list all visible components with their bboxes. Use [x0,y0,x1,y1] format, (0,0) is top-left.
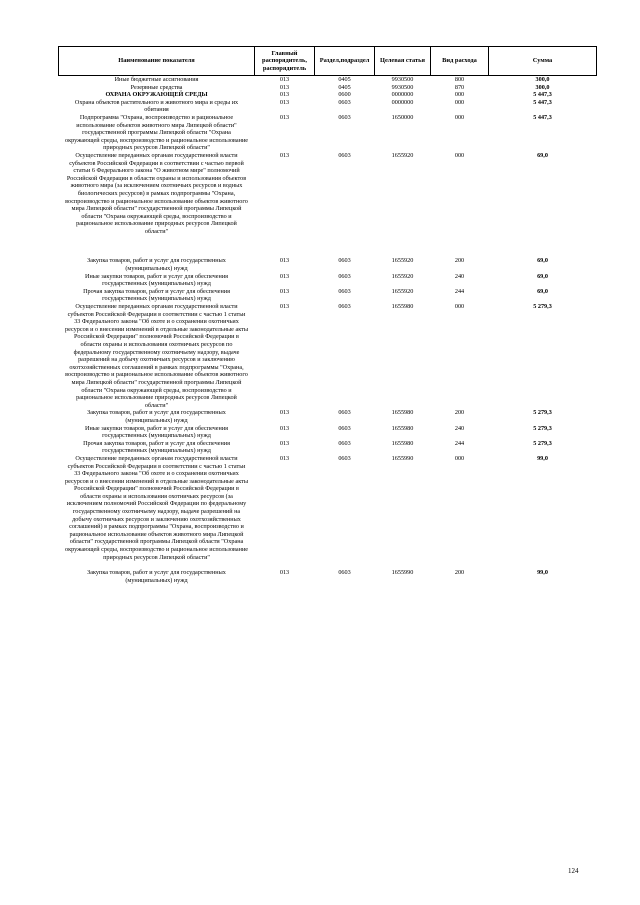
row-section: 0603 [338,303,351,311]
row-section: 0603 [338,151,351,159]
row-admin: 013 [279,257,290,265]
table-row [59,91,597,99]
row-amount: 99,0 [537,454,548,462]
row-name: Осуществление переданных органам государственной власти субъектов Российской Федерации в соответствии с частью 1 статьи 33 Федерального закона "Об охоте и о сохранении охотничьих ресурсов и о внесении изменений в отдельные законодательные акты Российской Федерации" полномочий Российской Федерации в области охраны и использования охотничьих ресурсов по федеральному государственному охотничьему надзору, выдаче разрешений на добычу охотничьих ресурсов и заключению охотхозяйственных соглашений в рамках подпрограммы "Охрана, воспроизводство и рациональное использование объектов животного мира Липецкой области" государственной программы Липецкой области "Охрана окружающей среды, воспроизводство и рациональное использование природных ресурсов Липецкой области" [65,303,248,409]
row-name: Закупка товаров, работ и услуг для государственных (муниципальных) нужд [87,257,226,273]
row-article: 1655990 [391,454,414,462]
row-type: 000 [454,303,465,311]
table-row [59,569,597,584]
row-name: Прочая закупка товаров, работ и услуг для обеспечения государственных (муниципальных) нужд [83,287,230,303]
row-admin: 013 [279,113,290,121]
row-section: 0603 [338,287,351,295]
row-name: Резервные средства [130,83,183,91]
row-article: 0000000 [391,91,414,99]
row-section: 0603 [338,98,351,106]
row-section: 0603 [338,257,351,265]
table-row [59,455,597,569]
row-type: 000 [454,98,465,106]
row-admin: 013 [279,409,290,417]
row-section: 0600 [338,91,351,99]
row-section: 0603 [338,439,351,447]
row-amount: 300,0 [535,83,550,91]
budget-table-sheet [58,46,596,584]
row-admin: 013 [279,439,290,447]
row-article: 9930500 [391,76,414,83]
row-type: 000 [454,454,465,462]
row-admin: 013 [279,424,290,432]
row-section: 0603 [338,409,351,417]
header-amount: Сумма [489,47,597,76]
row-admin: 013 [279,287,290,295]
row-article: 1655980 [391,439,414,447]
row-name: Иные бюджетные ассигнования [114,76,199,83]
header-admin: Главный распорядитель, распорядитель [255,47,315,76]
row-amount: 99,0 [537,569,548,577]
row-amount: 300,0 [535,76,550,83]
row-amount: 5 447,3 [533,113,552,121]
row-name: Осуществление переданных органам государственной власти субъектов Российской Федерации в соответствии с частью первой статьи 6 Федерального закона "О животном мире" полномочий Российской Федерации в области охраны и использования объектов животного мира (за исключением охотничьих ресурсов и водных биологических ресурсов) в рамках подпрограммы "Охрана, воспроизводство и рациональное использование объектов животного мира Липецкой области" государственной программы Липецкой области "Охрана окружающей среды, воспроизводство и рациональное использование природных ресурсов Липецкой области" [65,151,248,235]
table-row [59,114,597,152]
table-row [59,288,597,303]
row-admin: 013 [279,76,290,83]
row-type: 870 [454,83,465,91]
table-row [59,152,597,258]
header-name: Наименование показателя [59,47,255,76]
budget-table [58,46,597,584]
page-number: 124 [568,867,579,875]
header-article: Целевая статья [375,47,431,76]
row-name: Закупка товаров, работ и услуг для государственных (муниципальных) нужд [87,409,226,424]
row-name: Иные закупки товаров, работ и услуг для обеспечения государственных (муниципальных) нужд [85,272,228,288]
row-admin: 013 [279,83,290,91]
row-name: Подпрограмма "Охрана, воспроизводство и рациональное использование объектов животного мира Липецкой области" государственной программы Липецкой области "Охрана окружающей среды, воспроизводство и рациональное использование природных ресурсов Липецкой области" [64,113,249,152]
row-admin: 013 [279,454,290,462]
table-row [59,440,597,455]
row-section: 0603 [338,454,351,462]
row-amount: 5 279,3 [533,424,552,432]
row-type: 200 [454,257,465,265]
row-admin: 013 [279,91,290,99]
table-row [59,99,597,114]
row-name: Охрана объектов растительного и животного мира и среды их обитания [74,98,239,114]
row-amount: 5 279,3 [533,409,552,417]
row-type: 240 [454,272,465,280]
table-row [59,76,597,84]
table-row [59,257,597,272]
row-article: 1655990 [391,569,414,577]
table-row [59,303,597,409]
row-article: 1655920 [391,272,414,280]
row-type: 244 [454,439,465,447]
table-header-row [59,47,597,76]
row-type: 200 [454,409,465,417]
row-article: 1655920 [391,287,414,295]
header-expense-type: Вид расхода [431,47,489,76]
row-amount: 5 279,3 [533,439,552,447]
row-article: 1650000 [391,113,414,121]
row-section: 0603 [338,113,351,121]
row-admin: 013 [279,569,290,577]
row-amount: 5 447,3 [533,98,552,106]
row-name: Закупка товаров, работ и услуг для государственных (муниципальных) нужд [87,569,226,584]
row-type: 240 [454,424,465,432]
row-article: 9930500 [391,83,414,91]
row-name: Прочая закупка товаров, работ и услуг для обеспечения государственных (муниципальных) нужд [83,439,230,455]
row-article: 1655920 [391,151,414,159]
row-section: 0405 [338,76,351,83]
row-type: 244 [454,287,465,295]
row-admin: 013 [279,151,290,159]
row-type: 800 [454,76,465,83]
header-section: Раздел,подраздел [315,47,375,76]
row-amount: 69,0 [537,287,548,295]
row-admin: 013 [279,98,290,106]
row-section: 0603 [338,569,351,577]
row-admin: 013 [279,303,290,311]
row-amount: 69,0 [537,151,548,159]
row-amount: 69,0 [537,257,548,265]
row-type: 000 [454,113,465,121]
row-amount: 5 447,3 [533,91,552,99]
row-section: 0405 [338,83,351,91]
table-row [59,409,597,424]
row-article: 1655980 [391,303,414,311]
row-amount: 69,0 [537,272,548,280]
row-article: 1655980 [391,409,414,417]
row-amount: 5 279,3 [533,303,552,311]
row-admin: 013 [279,272,290,280]
row-name: ОХРАНА ОКРУЖАЮЩЕЙ СРЕДЫ [105,91,208,99]
row-section: 0603 [338,272,351,280]
row-article: 0000000 [391,98,414,106]
table-row [59,273,597,288]
row-article: 1655980 [391,424,414,432]
row-name: Иные закупки товаров, работ и услуг для обеспечения государственных (муниципальных) нужд [85,424,228,440]
table-row [59,425,597,440]
row-type: 000 [454,91,465,99]
row-type: 000 [454,151,465,159]
row-section: 0603 [338,424,351,432]
row-type: 200 [454,569,465,577]
row-article: 1655920 [391,257,414,265]
row-name: Осуществление переданных органам государственной власти субъектов Российской Федерации в соответствии с частью 1 статьи 33 Федерального закона "Об охоте и о сохранении охотничьих ресурсов и о внесении изменений в отдельные законодательные акты Российской Федерации" полномочий Российской Федерации в области охраны и использования охотничьих ресурсов (за исключением полномочий Российской Федерации по федеральному государственному охотничьему надзору, выдаче разрешений на добычу охотничьих ресурсов и заключению охотхозяйственных соглашений) в рамках подпрограммы "Охрана, воспроизводство и рациональное использование объектов животного мира Липецкой области" государственной программы Липецкой области "Охрана окружающей среды, воспроизводство и рациональное использование природных ресурсов Липецкой области" [64,454,249,561]
